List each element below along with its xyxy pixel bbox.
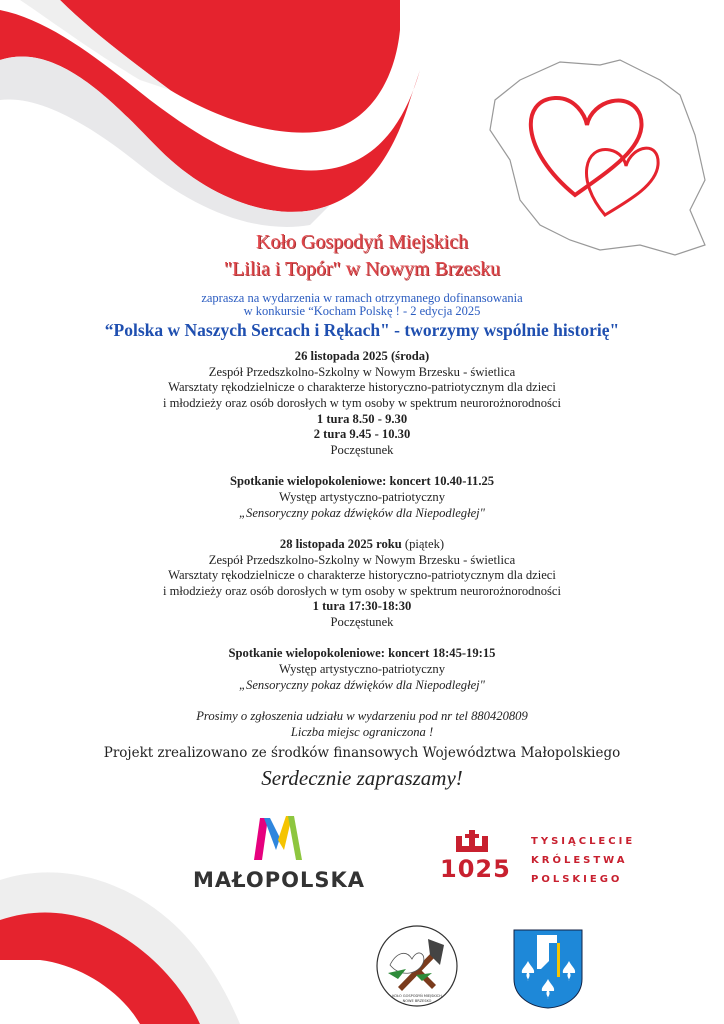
invite-line: zaprasza na wydarzenia w ramach otrzymanego dofinansowania: [201, 291, 523, 305]
limited-places: Liczba miejsc ograniczona !: [290, 724, 434, 739]
title-line: "Lilia i Topór" w Nowym Brzesku: [223, 258, 501, 280]
crown-cross-icon: [452, 826, 492, 854]
invite-line: w konkursie “Kocham Polskę ! - 2 edycja 2025: [243, 304, 481, 318]
organizer-title: [0, 229, 724, 283]
event2-weekday: (piątek): [401, 536, 445, 551]
kingdom-1025-number: 1025: [440, 855, 511, 883]
svg-text:NOWE BRZESKO: NOWE BRZESKO: [402, 999, 432, 1003]
kgm-seal-logo: [376, 925, 458, 1007]
event1-desc: Warsztaty rękodzielnicze o charakterze historyczno-patriotycznym dla dzieci: [168, 380, 556, 395]
event1-round: 2 tura 9.45 - 10.30: [313, 427, 411, 442]
event2-concert: Spotkanie wielopokoleniowe: koncert 18:45-19:15: [228, 646, 496, 661]
event2-round: 1 tura 17:30-18:30: [312, 599, 412, 614]
event1-concert: Spotkanie wielopokoleniowe: koncert 10.40-11.25: [229, 474, 495, 489]
malopolska-logo-icon: [250, 810, 306, 862]
kingdom-1025-text: [531, 832, 635, 889]
nowe-brzesko-coat-of-arms: [513, 929, 583, 1009]
event1-performance: Występ artystyczno-patriotyczny: [278, 489, 446, 504]
event2-desc: i młodzieży oraz osób dorosłych w tym osoby w spektrum neurorożnorodności: [162, 583, 562, 598]
event1-show: „Sensoryczny pokaz dźwięków dla Niepodległej": [239, 505, 485, 520]
event2-date: [0, 537, 724, 553]
event1-snack: Poczęstunek: [330, 442, 394, 457]
funding-note: Projekt zrealizowano ze środków finansowych Województwa Małopolskiego: [103, 745, 621, 761]
svg-text:KOŁO GOSPODYŃ MIEJSKICH: KOŁO GOSPODYŃ MIEJSKICH: [392, 994, 442, 998]
event2-snack: Poczęstunek: [330, 615, 394, 630]
event2-desc: Warsztaty rękodzielnicze o charakterze historyczno-patriotycznym dla dzieci: [168, 568, 556, 583]
event2-show: „Sensoryczny pokaz dźwięków dla Niepodległej": [239, 677, 485, 692]
event2-date-bold: 28 listopada 2025 roku: [279, 536, 402, 551]
title-line: Koło Gospodyń Miejskich: [255, 231, 469, 253]
kingdom-line: TYSIĄCLECIE: [531, 836, 636, 847]
event1-date: 26 listopada 2025 (środa): [294, 349, 430, 363]
welcome-text: Serdecznie zapraszamy!: [261, 766, 463, 790]
event1-desc: i młodzieży oraz osób dorosłych w tym osoby w spektrum neurorożnorodności: [162, 395, 562, 410]
event1-round: 1 tura 8.50 - 9.30: [316, 411, 408, 426]
event2-performance: Występ artystyczno-patriotyczny: [278, 662, 446, 677]
registration-info: Prosimy o zgłoszenia udziału w wydarzeniu pod nr tel 880420809: [196, 709, 528, 724]
flag-ribbon-top: [0, 0, 420, 230]
kingdom-line: KRÓLESTWA: [531, 855, 628, 866]
event2-place: Zespół Przedszkolno-Szkolny w Nowym Brzesku - świetlica: [208, 552, 516, 567]
invite-text: [0, 292, 724, 318]
kingdom-line: POLSKIEGO: [531, 874, 623, 885]
event1-place: Zespół Przedszkolno-Szkolny w Nowym Brzesku - świetlica: [208, 364, 516, 379]
event-headline: “Polska w Naszych Sercach i Rękach" - tworzymy wspólnie historię": [104, 320, 620, 340]
malopolska-logo-text: MAŁOPOLSKA: [193, 868, 366, 892]
event-details: [0, 349, 724, 740]
